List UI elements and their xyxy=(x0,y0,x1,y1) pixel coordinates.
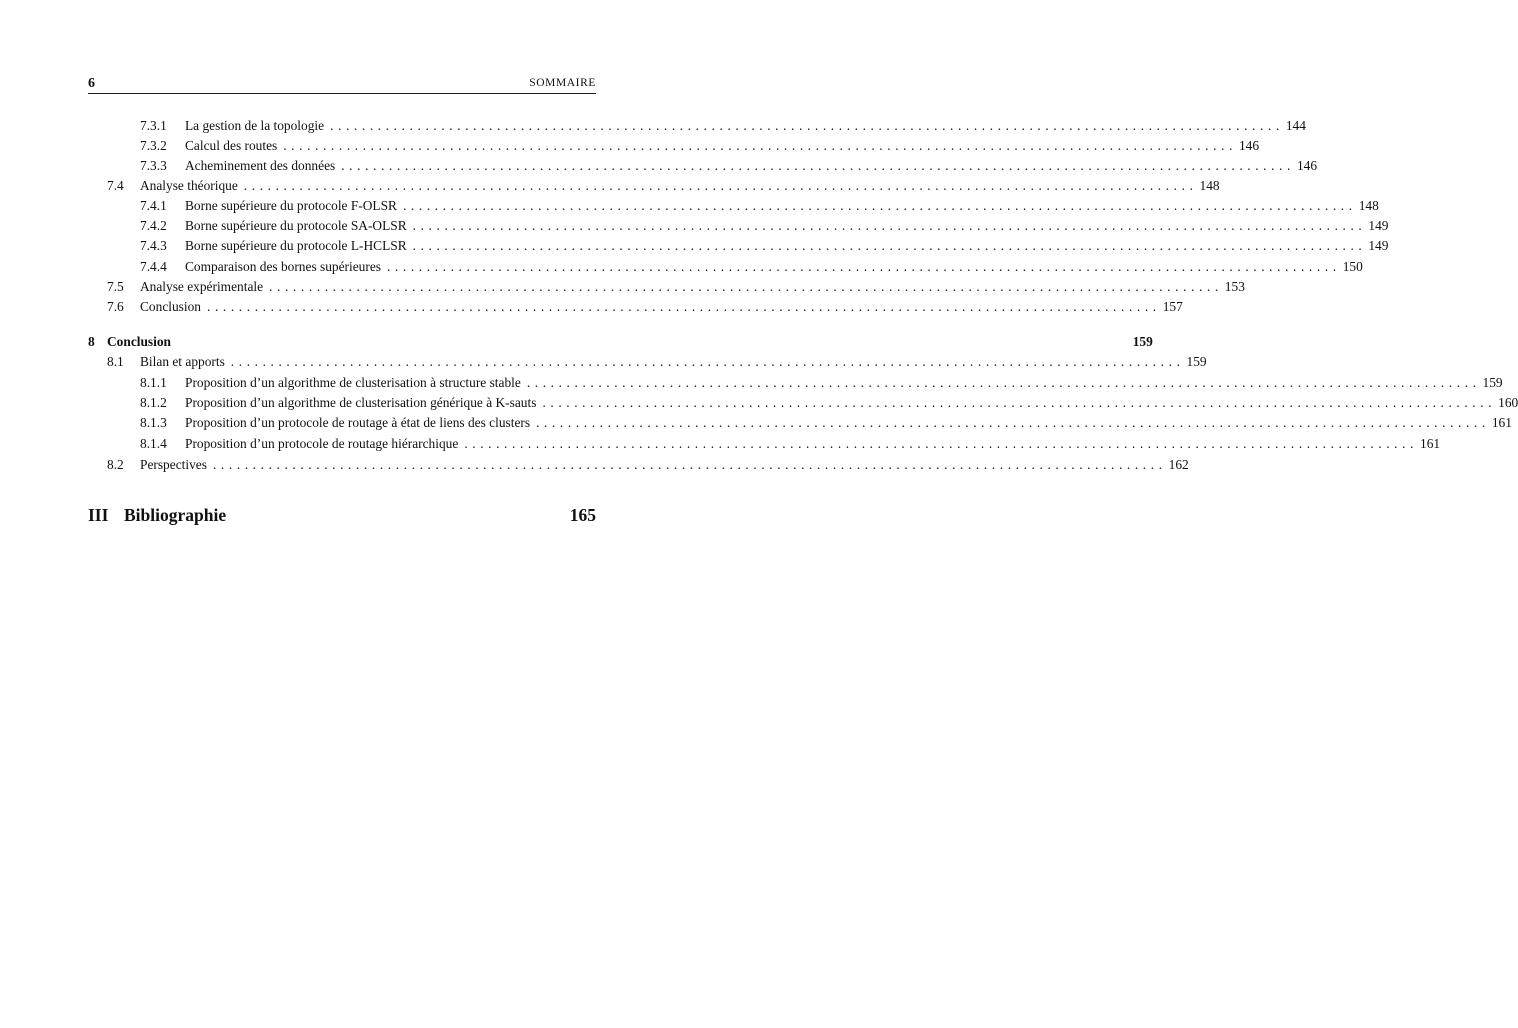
entry-page: 159 xyxy=(1186,354,1207,369)
entry-page: 159 xyxy=(1482,375,1503,390)
entry-title: Proposition d’un algorithme de clusterisation à structure stable xyxy=(185,375,521,390)
entry-title: Calcul des routes xyxy=(185,138,278,153)
entry-number: 8.1.4 xyxy=(140,436,167,451)
entry-page: 150 xyxy=(1342,259,1363,274)
entry-page: 153 xyxy=(1224,279,1245,294)
toc-entry[interactable] xyxy=(88,176,1220,196)
entry-page: 161 xyxy=(1420,436,1441,451)
chapter-page: 159 xyxy=(1132,334,1153,349)
toc-entry[interactable] xyxy=(88,297,1183,317)
entry-number: 7.3.2 xyxy=(140,138,167,153)
dot-leader: ........................................................................................................................ xyxy=(330,118,1284,133)
entry-page: 146 xyxy=(1238,138,1260,153)
entry-page: 144 xyxy=(1285,118,1306,133)
dot-leader: ........................................................................................................................ xyxy=(526,375,1481,390)
entry-title: Borne supérieure du protocole L-HCLSR xyxy=(185,238,407,253)
dot-leader: ........................................................................................................................ xyxy=(464,436,1419,451)
dot-leader: ........................................................................................................................ xyxy=(412,218,1367,233)
entry-number: 7.4.2 xyxy=(140,218,167,233)
dot-leader: ........................................................................................................................ xyxy=(243,178,1198,193)
toc-entry[interactable] xyxy=(88,196,1379,216)
dot-leader: ........................................................................................................................ xyxy=(230,354,1185,369)
entry-number: 7.4.1 xyxy=(140,198,167,213)
entry-number: 8.1.3 xyxy=(140,415,167,430)
toc-entry[interactable] xyxy=(88,156,1318,176)
toc-entry[interactable] xyxy=(88,434,1441,454)
entry-title: Bilan et apports xyxy=(140,354,225,369)
entry-page: 148 xyxy=(1199,178,1220,193)
page-number: 6 xyxy=(88,76,95,91)
toc-entry[interactable] xyxy=(88,352,1207,372)
part-numeral: III xyxy=(88,505,109,525)
toc-entry[interactable] xyxy=(88,257,1363,277)
toc-entry[interactable] xyxy=(88,136,1260,156)
entry-title: Conclusion xyxy=(140,299,202,314)
running-header xyxy=(88,76,596,94)
dot-leader: ........................................................................................................................ xyxy=(269,279,1223,294)
toc-entry[interactable] xyxy=(88,277,1245,297)
running-title: SOMMAIRE xyxy=(529,77,596,89)
dot-leader: ........................................................................................................................ xyxy=(283,138,1237,153)
entry-page: 149 xyxy=(1368,218,1389,233)
entry-number: 8.1.1 xyxy=(140,375,167,390)
entry-title: Proposition d’un algorithme de clusterisation générique à K-sauts xyxy=(185,395,537,410)
entry-page: 146 xyxy=(1296,158,1318,173)
toc-entry[interactable] xyxy=(88,373,1503,393)
entry-page: 157 xyxy=(1162,299,1183,314)
chapter-title: Conclusion xyxy=(107,334,171,349)
dot-leader: ........................................................................................................................ xyxy=(207,299,1161,314)
toc-entry[interactable] xyxy=(88,393,1518,413)
entry-number: 7.4.4 xyxy=(140,259,167,274)
entry-title: Comparaison des bornes supérieures xyxy=(185,259,381,274)
entry-number: 7.6 xyxy=(107,299,124,314)
toc-entry[interactable] xyxy=(88,116,1306,136)
entry-page: 161 xyxy=(1491,415,1512,430)
entry-number: 7.4 xyxy=(107,178,124,193)
entry-title: Proposition d’un protocole de routage hiérarchique xyxy=(185,436,459,451)
dot-leader: ........................................................................................................................ xyxy=(402,198,1357,213)
entry-number: 7.4.3 xyxy=(140,238,167,253)
entry-title: Analyse théorique xyxy=(140,178,238,193)
part-page: 165 xyxy=(569,505,596,525)
toc-entry[interactable] xyxy=(88,455,1189,475)
dot-leader: ........................................................................................................................ xyxy=(341,158,1295,173)
entry-page: 160 xyxy=(1498,395,1518,410)
entry-number: 7.3.3 xyxy=(140,158,167,173)
entry-page: 148 xyxy=(1358,198,1379,213)
entry-title: Perspectives xyxy=(140,457,207,472)
toc-entry[interactable] xyxy=(88,236,1389,256)
part-title: Bibliographie xyxy=(124,505,227,525)
toc-chapter-entry[interactable] xyxy=(88,332,1153,352)
dot-leader: ........................................................................................................................ xyxy=(412,238,1367,253)
entry-page: 149 xyxy=(1368,238,1389,253)
entry-title: La gestion de la topologie xyxy=(185,118,325,133)
dot-leader: ........................................................................................................................ xyxy=(536,415,1490,430)
toc-part-entry[interactable] xyxy=(88,505,596,531)
toc-entry[interactable] xyxy=(88,413,1512,433)
entry-number: 8.2 xyxy=(107,457,124,472)
entry-page: 162 xyxy=(1168,457,1189,472)
entry-title: Borne supérieure du protocole F-OLSR xyxy=(185,198,397,213)
chapter-number: 8 xyxy=(88,334,95,349)
entry-number: 8.1 xyxy=(107,354,124,369)
dot-leader: ........................................................................................................................ xyxy=(386,259,1341,274)
entry-title: Analyse expérimentale xyxy=(140,279,264,294)
entry-number: 7.3.1 xyxy=(140,118,167,133)
entry-title: Borne supérieure du protocole SA-OLSR xyxy=(185,218,407,233)
entry-number: 7.5 xyxy=(107,279,124,294)
entry-number: 8.1.2 xyxy=(140,395,167,410)
dot-leader: ........................................................................................................................ xyxy=(212,457,1167,472)
dot-leader: ........................................................................................................................ xyxy=(542,395,1497,410)
entry-title: Proposition d’un protocole de routage à état de liens des clusters xyxy=(185,415,531,430)
toc-entry[interactable] xyxy=(88,216,1389,236)
entry-title: Acheminement des données xyxy=(185,158,336,173)
